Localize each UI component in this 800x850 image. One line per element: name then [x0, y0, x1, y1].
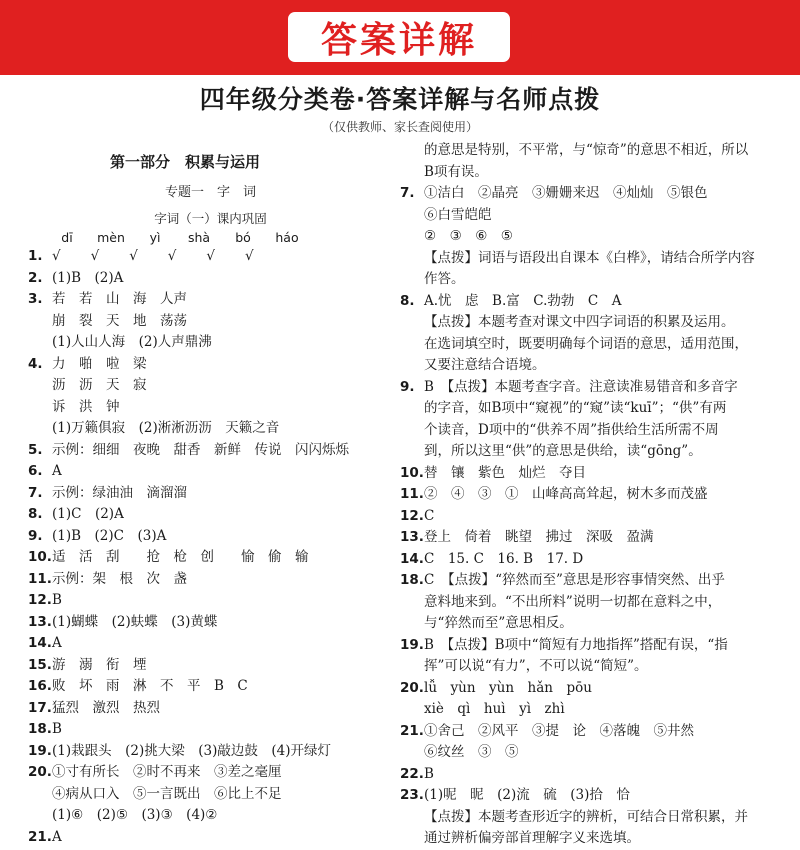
answer-text: 个读音，D项中的“供养不周”指供给生活所需不周 [424, 421, 719, 438]
answer-text: 的意思是特别，不平常，与“惊奇”的意思不相近，所以 [424, 142, 749, 158]
answer-text: A.忧 虑 B.富 C.勃勃 C A [424, 292, 622, 309]
question-number: 13. [400, 529, 424, 545]
right-answer-list [400, 140, 782, 850]
question-number: 5. [28, 441, 43, 458]
answer-text: B [52, 592, 62, 608]
answer-line [28, 827, 393, 849]
answer-text: C [424, 507, 435, 524]
answer-text: 崩 裂 天 地 荡荡 [52, 312, 187, 329]
question-number: 14. [28, 635, 52, 651]
question-number: 14. [400, 550, 424, 567]
answer-line [28, 375, 393, 397]
answer-line [400, 398, 782, 420]
answer-line [400, 785, 782, 807]
right-column [400, 140, 782, 850]
answer-text: 在选词填空时，既要明确每个词语的意思，适用范围， [424, 335, 748, 352]
question-number: 8. [28, 506, 43, 522]
pinyin: dī [61, 230, 73, 245]
answer-text: 【点拨】本题考查对课文中四字词语的积累及运用。 [424, 314, 735, 330]
answer-text: 示例：细细 夜晚 甜香 新鲜 传说 闪闪烁烁 [52, 441, 349, 458]
answer-line [400, 506, 782, 528]
answer-line [28, 440, 393, 462]
answer-line [28, 418, 393, 440]
subtopic-heading: 字词（一）课内巩固 [154, 211, 267, 226]
answer-text: 诉 洪 钟 [52, 398, 120, 415]
answer-text: lǚ yùn yùn hǎn pōu [424, 679, 592, 696]
answer-line [400, 592, 782, 614]
answer-line [28, 397, 393, 419]
answer-line [400, 678, 782, 700]
question-number: 7. [28, 484, 43, 501]
answer-text: 【点拨】本题考查形近字的辨析，可结合日常积累，并 [424, 808, 748, 825]
answer-text: 若 若 山 海 人声 [52, 291, 187, 307]
pinyin: yì [149, 230, 161, 245]
question-number: 6. [28, 463, 43, 479]
answer-line [400, 334, 782, 356]
answer-line [28, 590, 393, 612]
answer-line [28, 526, 393, 548]
answer-line [400, 699, 782, 721]
answer-line [400, 441, 782, 463]
answer-text: C 15. C 16. B 17. D [424, 550, 584, 567]
answer-line [28, 676, 393, 698]
answer-line [400, 570, 782, 592]
answer-line [400, 420, 782, 442]
answer-text: (1)人山人海 (2)人声鼎沸 [52, 334, 212, 350]
question-number: 22. [400, 765, 424, 782]
answer-line [28, 655, 393, 677]
question-number: 3. [28, 291, 43, 307]
pinyin: háo [275, 230, 299, 245]
answer-text: (1)C (2)A [52, 506, 124, 522]
answer-line [28, 805, 393, 827]
answer-line [400, 527, 782, 549]
question-number: 19. [28, 742, 52, 759]
answer-line [28, 762, 393, 784]
left-column [28, 140, 393, 848]
answer-text: B 【点拨】B项中“简短有力地指挥”搭配有误，“指 [424, 636, 728, 653]
answer-text: 意料地来到。“不出所料”说明一切都在意料之中， [424, 593, 722, 610]
question-number: 19. [400, 636, 424, 653]
answer-line [28, 504, 393, 526]
answer-text: 到，所以这里“供”的意思是供给，读“gōng”。 [424, 443, 702, 459]
answer-line [28, 289, 393, 311]
answer-line [400, 377, 782, 399]
answer-line [400, 764, 782, 786]
banner-label: 答案详解 [320, 19, 477, 61]
left-answer-list [28, 246, 393, 848]
question-number: 23. [400, 787, 424, 803]
answer-line [28, 698, 393, 720]
pinyin: bó [235, 230, 251, 245]
answer-text: 沥 沥 天 寂 [52, 377, 147, 393]
answer-line [28, 461, 393, 483]
page-title: 四年级分类卷·答案详解与名师点拨 [199, 85, 601, 114]
question-number: 7. [400, 185, 415, 201]
answer-line [28, 354, 393, 376]
question-number: 16. [28, 678, 52, 694]
answer-text: (1)万籁俱寂 (2)淅淅沥沥 天籁之音 [52, 420, 280, 436]
answer-text: (1)B (2)C (3)A [52, 527, 167, 544]
question-number: 20. [400, 679, 424, 696]
question-number: 18. [400, 572, 424, 588]
question-number: 10. [28, 549, 52, 565]
answer-text: ② ④ ③ ① 山峰高高耸起，树木多而茂盛 [424, 486, 708, 502]
answer-line [400, 291, 782, 313]
question-number: 11. [400, 486, 424, 502]
page-subtitle: （仅供教师、家长查阅使用） [321, 120, 478, 134]
answer-line [400, 140, 782, 162]
question-number: 4. [28, 355, 43, 372]
answer-text: B项有误。 [424, 163, 488, 180]
question-number: 15. [28, 656, 52, 673]
answer-text: C 【点拨】“猝然而至”意思是形容事情突然、出乎 [424, 572, 725, 588]
answer-text: ①舍己 ②风平 ③提 论 ④落魄 ⑤井然 [424, 722, 694, 739]
answer-line [400, 807, 782, 829]
answer-text: 登上 倚着 眺望 拂过 深吸 盈满 [424, 529, 654, 545]
tick-marks: √√√√√√ [52, 248, 284, 264]
answer-text: ④病从口入 ⑤一言既出 ⑥比上不足 [52, 785, 282, 802]
answer-line [400, 226, 782, 248]
answer-line [28, 547, 393, 569]
answer-text: B [52, 721, 62, 737]
answer-line [400, 162, 782, 184]
answer-text: ⑥白雪皑皑 [424, 206, 492, 223]
answer-line [400, 463, 782, 485]
question-number: 11. [28, 570, 52, 587]
question-number: 21. [28, 828, 52, 845]
question-number: 18. [28, 721, 52, 737]
answer-line [400, 355, 782, 377]
answer-text: 又要注意结合语境。 [424, 357, 546, 373]
answer-line [28, 719, 393, 741]
answer-text: (1)⑥ (2)⑤ (3)③ (4)② [52, 807, 218, 823]
question-number: 1. [28, 248, 43, 264]
pinyin: mèn [97, 230, 125, 245]
answer-line [400, 656, 782, 678]
answer-line [400, 484, 782, 506]
answer-line [28, 633, 393, 655]
answer-line [400, 248, 782, 270]
answer-text: 败 坏 雨 淋 不 平 B C [52, 678, 248, 694]
question-number: 21. [400, 722, 424, 739]
answer-line [28, 612, 393, 634]
answer-line [400, 183, 782, 205]
header-banner [0, 0, 800, 75]
answer-line [28, 483, 393, 505]
answer-text: 替 镶 紫色 灿烂 夺目 [424, 464, 586, 481]
topic-heading: 专题一 字 词 [164, 185, 256, 200]
pinyin-row [28, 230, 393, 246]
answer-text: (1)栽跟头 (2)挑大梁 (3)敲边鼓 (4)开绿灯 [52, 742, 331, 759]
answer-text: 挥”可以说“有力”，不可以说“简短”。 [424, 658, 648, 674]
answer-line [28, 741, 393, 763]
answer-text: 与“猝然而至”意思相反。 [424, 615, 573, 631]
question-number: 10. [400, 464, 424, 481]
answer-text: (1)呢 昵 (2)流 硫 (3)拾 恰 [424, 787, 630, 803]
answer-line [28, 268, 393, 290]
answer-text: 的字音，如B项中“窥视”的“窥”读“kuī”；“供”有两 [424, 400, 727, 416]
answer-text: xiè qì huì yì zhì [424, 701, 565, 717]
question-number: 12. [400, 507, 424, 524]
question-number: 12. [28, 592, 52, 608]
answer-text: ② ③ ⑥ ⑤ [424, 228, 513, 244]
answer-text: 示例：架 根 次 盏 [52, 570, 187, 587]
answer-line [400, 269, 782, 291]
answer-text: (1)B (2)A [52, 269, 124, 286]
question-number: 9. [400, 378, 415, 395]
answer-text: 力 啪 啦 梁 [52, 355, 147, 372]
answer-text: A [52, 828, 62, 845]
answer-text: ⑥纹丝 ③ ⑤ [424, 744, 519, 760]
answer-text: ①洁白 ②晶亮 ③姗姗来迟 ④灿灿 ⑤银色 [424, 185, 708, 201]
answer-line [400, 549, 782, 571]
answer-text: 作答。 [424, 271, 465, 287]
answer-text: A [52, 463, 62, 479]
answer-line [400, 205, 782, 227]
answer-line [28, 311, 393, 333]
section-heading: 第一部分 积累与运用 [110, 153, 261, 171]
question-number: 9. [28, 527, 43, 544]
answer-text: 示例：绿油油 滴溜溜 [52, 484, 187, 501]
answer-line [28, 246, 393, 268]
answer-line [28, 784, 393, 806]
answer-line [28, 332, 393, 354]
answer-text: 通过辨析偏旁部首理解字义来选填。 [424, 830, 640, 846]
question-number: 17. [28, 699, 52, 716]
question-number: 20. [28, 764, 52, 780]
answer-text: 适 活 刮 抢 枪 创 愉 偷 输 [52, 549, 309, 565]
answer-line [400, 828, 782, 850]
answer-text: 游 溺 衔 堙 [52, 656, 147, 673]
answer-text: ①寸有所长 ②时不再来 ③差之毫厘 [52, 764, 282, 780]
answer-text: (1)蝴蝶 (2)蚨蝶 (3)黄蝶 [52, 613, 218, 630]
answer-line [400, 721, 782, 743]
answer-text: B [424, 765, 434, 782]
answer-line [400, 742, 782, 764]
answer-line [28, 569, 393, 591]
answer-line [400, 635, 782, 657]
answer-text: A [52, 635, 62, 651]
pinyin: shà [187, 230, 211, 245]
answer-text: 猛烈 激烈 热烈 [52, 699, 160, 716]
answer-line [400, 312, 782, 334]
answer-text: B 【点拨】本题考查字音。注意读准易错音和多音字 [424, 378, 738, 395]
answer-text: 【点拨】词语与语段出自课本《白桦》，请结合所学内容 [424, 249, 755, 266]
question-number: 13. [28, 613, 52, 630]
answer-line [400, 613, 782, 635]
question-number: 2. [28, 269, 43, 286]
banner-label-box [288, 12, 510, 62]
question-number: 8. [400, 292, 415, 309]
